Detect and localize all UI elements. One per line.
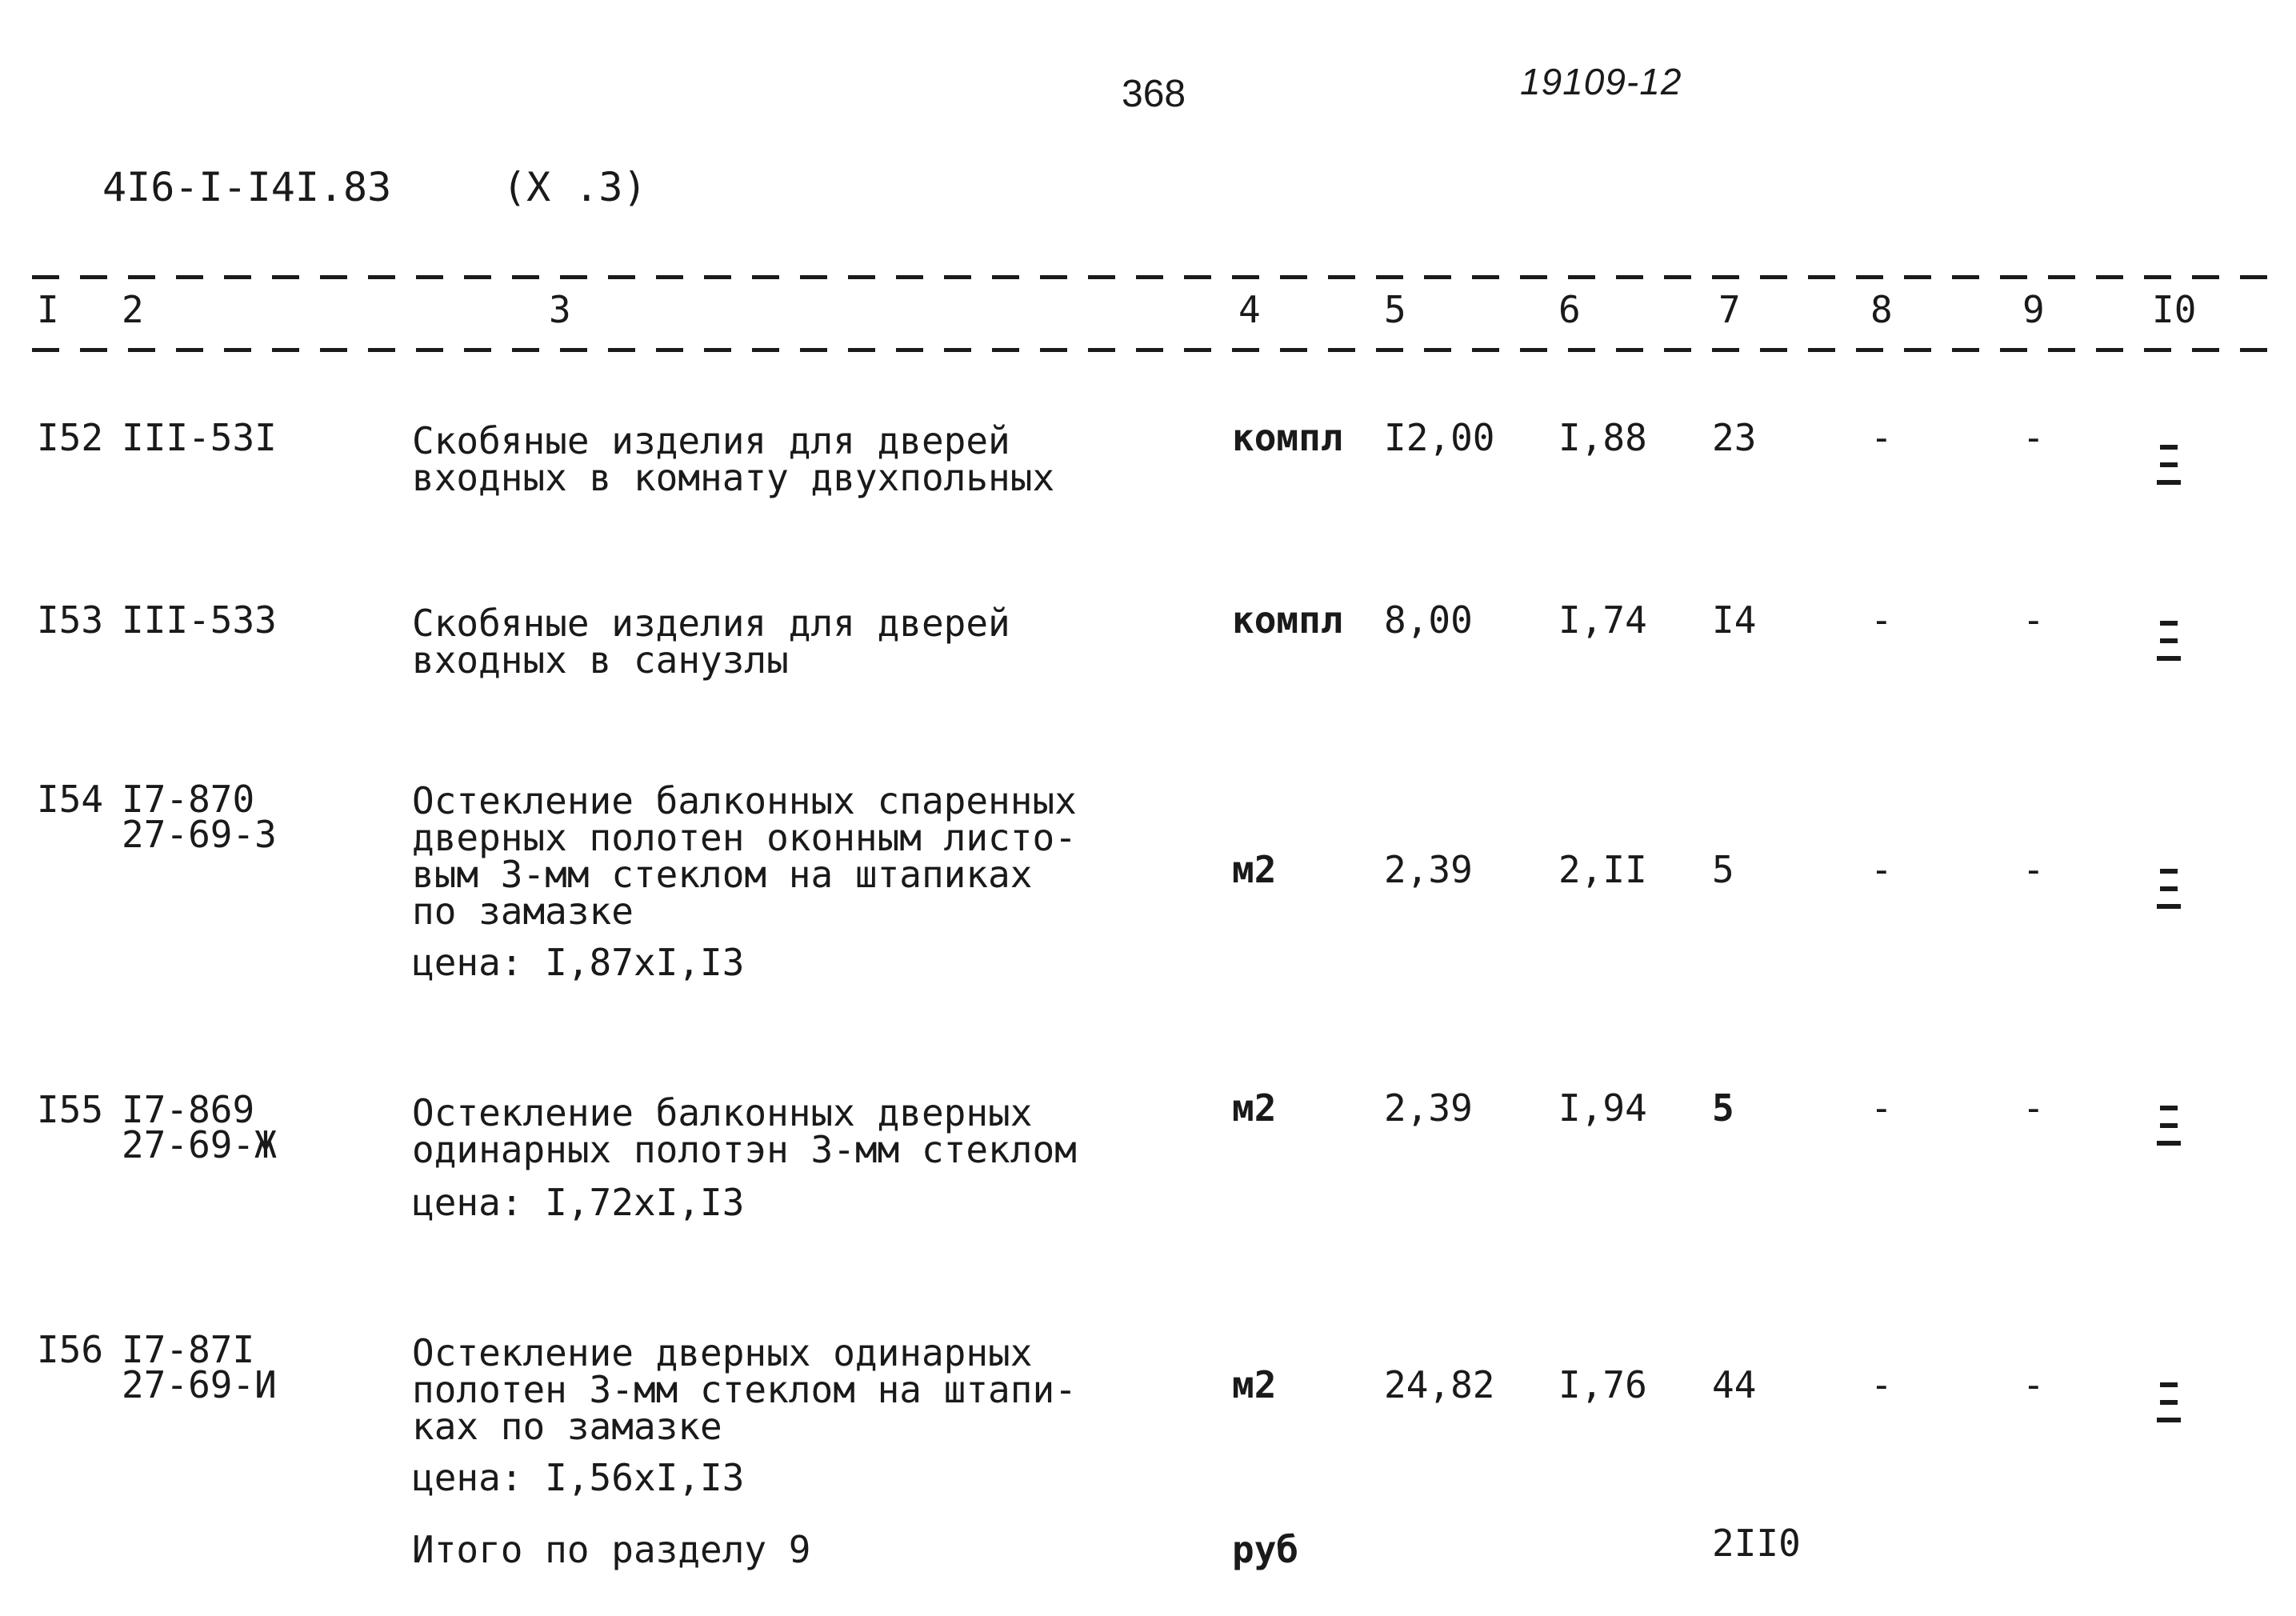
row-number: I55 [37,1088,104,1131]
column-header-8: 8 [1870,288,1893,331]
row-number: I56 [37,1328,104,1371]
row-col9: - [2022,848,2045,891]
row-description-line: входных в санузлы [412,638,789,682]
row-col9: - [2022,1086,2045,1130]
row-price-formula: цена: I,56хI,I3 [412,1456,745,1499]
row-unit: компл [1232,416,1343,459]
row-quantity: 8,00 [1384,598,1473,642]
row-unit-cost: I,88 [1558,416,1647,459]
row-description-line: по замазке [412,890,634,933]
row-total: 23 [1712,416,1757,459]
header-top-rule [32,275,2272,279]
header-bottom-rule [32,348,2272,352]
row-description-line: одинарных полотэн 3-мм стеклом [412,1128,1077,1171]
column-header-7: 7 [1718,288,1741,331]
row-description-line: Остекление балконных дверных [412,1091,1033,1134]
column-header-2: 2 [122,288,144,331]
page-number: 368 [1122,73,1186,115]
row-description-line: вым 3-мм стеклом на штапиках [412,853,1033,896]
row-code-line: 27-69-3 [122,813,277,856]
document-code: 4I6-I-I4I.83 [102,164,392,210]
column-header-6: 6 [1558,288,1581,331]
summary-unit: руб [1232,1528,1299,1571]
row-number: I52 [37,416,104,459]
row-code-line: I7-870 [122,778,255,821]
column-header-1: I [37,288,59,331]
row-code-line: I7-869 [122,1088,255,1131]
row-code-line: 27-69-Ж [122,1123,277,1166]
row-col10-mark [2157,1382,2181,1424]
summary-total: 2II0 [1712,1522,1801,1565]
row-unit: м2 [1232,1086,1277,1130]
row-code-line: III-533 [122,598,277,642]
column-header-3: 3 [549,288,571,331]
row-col10-mark [2157,621,2181,662]
row-number: I54 [37,778,104,821]
row-quantity: 24,82 [1384,1363,1495,1406]
row-code-line: 27-69-И [122,1363,277,1406]
summary-label: Итого по разделу 9 [412,1528,811,1571]
column-header-10: I0 [2152,288,2197,331]
row-description-line: ках по замазке [412,1405,722,1448]
row-description-line: входных в комнату двухпольных [412,456,1055,499]
row-total: 5 [1712,848,1734,891]
row-quantity: 2,39 [1384,1086,1473,1130]
row-quantity: I2,00 [1384,416,1495,459]
row-unit: м2 [1232,1363,1277,1406]
column-header-5: 5 [1384,288,1406,331]
row-description-line: Остекление балконных спаренных [412,779,1077,822]
row-description-line: Скобяные изделия для дверей [412,602,1010,645]
row-unit: компл [1232,598,1343,642]
row-description-line: дверных полотен оконным листо- [412,816,1077,859]
row-unit-cost: I,94 [1558,1086,1647,1130]
row-number: I53 [37,598,104,642]
row-col10-mark [2157,869,2181,910]
row-description-line: Остекление дверных одинарных [412,1331,1033,1374]
row-unit-cost: 2,II [1558,848,1647,891]
row-total: I4 [1712,598,1757,642]
document-part: (X .3) [502,164,647,210]
row-price-formula: цена: I,72хI,I3 [412,1181,745,1224]
row-col9: - [2022,1363,2045,1406]
row-col9: - [2022,416,2045,459]
row-col10-mark [2157,1106,2181,1147]
row-price-formula: цена: I,87хI,I3 [412,941,745,984]
row-unit-cost: I,76 [1558,1363,1647,1406]
row-col8: - [1870,1363,1893,1406]
row-code-line: III-53I [122,416,277,459]
row-col8: - [1870,1086,1893,1130]
row-description-line: полотен 3-мм стеклом на штапи- [412,1368,1077,1411]
row-unit: м2 [1232,848,1277,891]
handwritten-note: 19109-12 [1520,61,1682,102]
row-col10-mark [2157,445,2181,486]
row-total: 44 [1712,1363,1757,1406]
row-code-line: I7-87I [122,1328,255,1371]
column-header-4: 4 [1238,288,1261,331]
row-unit-cost: I,74 [1558,598,1647,642]
row-col8: - [1870,416,1893,459]
row-col9: - [2022,598,2045,642]
row-description-line: Скобяные изделия для дверей [412,419,1010,462]
column-header-9: 9 [2022,288,2045,331]
row-total: 5 [1712,1086,1734,1130]
row-quantity: 2,39 [1384,848,1473,891]
row-col8: - [1870,848,1893,891]
row-col8: - [1870,598,1893,642]
